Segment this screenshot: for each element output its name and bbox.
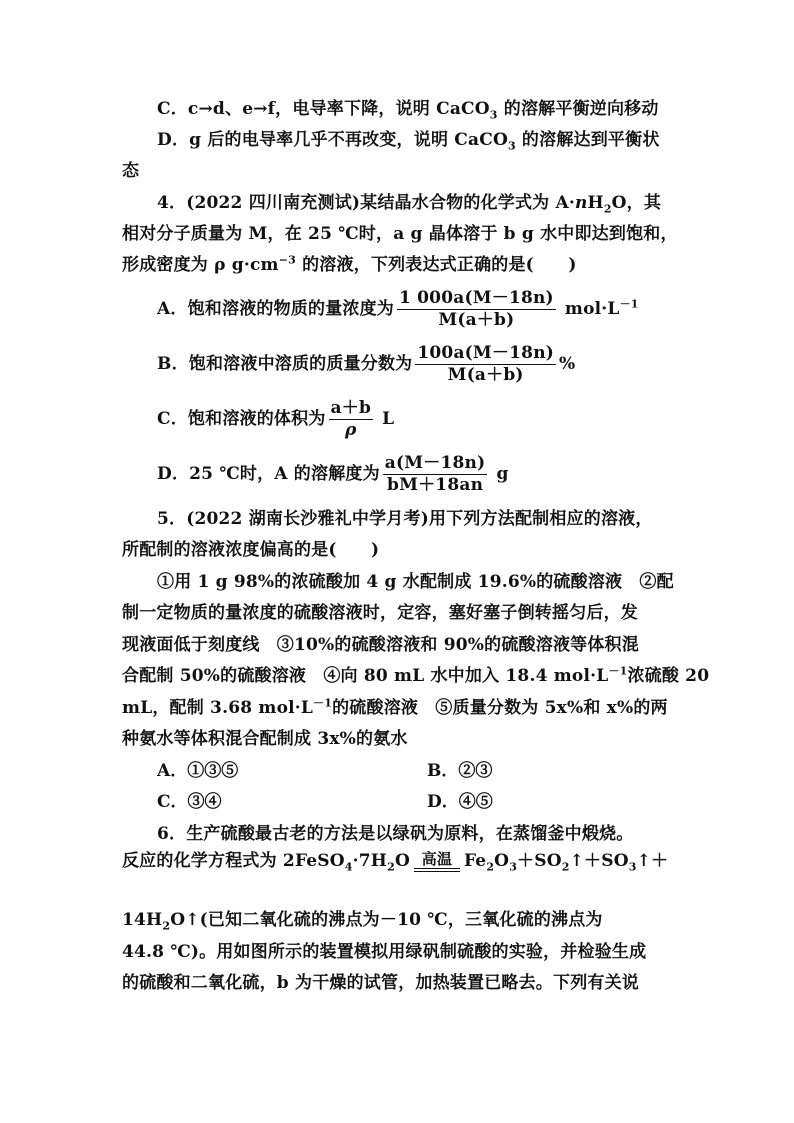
q3-option-c: C．c→d、e→f，电导率下降，说明 CaCO$_3$ 的溶解平衡逆向移动 [157,99,659,122]
q5-stem-line4: 制一定物质的量浓度的硫酸溶液时，定容，塞好塞子倒转摇匀后，发 [122,603,638,623]
q6-stem-line3: $14H_2O↑$(已知二氧化硫的沸点为－10 ℃，三氧化硫的沸点为 [122,910,603,933]
q5-option-a: A．①③⑤ [157,761,239,781]
q3-option-d: D．g 后的电导率几乎不再改变，说明 CaCO$_3$ 的溶解达到平衡状 [157,130,660,153]
q3-option-d-cont: 态 [122,161,140,181]
fraction-d: $\frac{a(M-18n)}{bM+18an}$ [384,453,486,495]
q5-stem-line3: ①用 1 g 98%的浓硫酸加 4 g 水配制成 19.6%的硫酸溶液 ②配 [157,572,674,592]
fraction-a: $\frac{1 000a(M-18n)}{M(a+b)}$ [399,288,554,330]
q4-option-a: A．饱和溶液的物质的量浓度为 $\frac{1 000a(M-18n)}{M(a+b)}$ $mol\cdot L^{-1}$ [157,288,639,330]
q4-option-c: C．饱和溶液的体积为 $\frac{a+b}{\rho}$ L [157,398,395,440]
q4-option-d: D．25 ℃时，A 的溶解度为 $\frac{a(M-18n)}{bM+18an}$ g [157,453,509,495]
q5-stem-line1: 5．(2022 湖南长沙雅礼中学月考)用下列方法配制相应的溶液， [157,509,653,529]
q5-stem-line2: 所配制的溶液浓度偏高的是( ) [122,540,380,560]
fraction-b: $\frac{100a(M-18n)}{M(a+b)}$ [417,343,554,385]
q5-option-b: B．②③ [427,761,493,781]
q6-stem-line1: 6．生产硫酸最古老的方法是以绿矾为原料，在蒸馏釜中煅烧。 [157,824,634,844]
q5-option-d: D．④⑤ [427,792,493,812]
q4-stem-line1: 4．(2022 四川南充测试)某结晶水合物的化学式为 $A\cdot nH_2O$，其 [157,193,662,216]
q5-option-c: C．③④ [157,792,222,812]
q4-option-b: B．饱和溶液中溶质的质量分数为 $\frac{100a(M-18n)}{M(a+b)}$ % [157,343,576,385]
q5-stem-line8: 种氨水等体积混合配制成 3x%的氨水 [122,729,408,749]
q6-equation-line: 反应的化学方程式为 $2FeSO_4\cdot 7H_2O$ 高温 $Fe_2O_3+SO_2↑+SO_3↑+$ [122,850,669,874]
q5-stem-line5: 现液面低于刻度线 ③10%的硫酸溶液和 90%的硫酸溶液等体积混 [122,635,639,655]
q5-stem-line6: 合配制 50%的硫酸溶液 ④向 80 mL 水中加入 18.4 $mol\cdot L^{-1}$浓硫酸 20 [122,664,710,686]
q5-stem-line7: mL，配制 3.68 $mol\cdot L^{-1}$的硫酸溶液 ⑤质量分数为 5x%和 x%的两 [122,696,668,718]
reaction-condition: 高温 [414,850,460,872]
q6-stem-line5: 的硫酸和二氧化硫，b 为干燥的试管，加热装置已略去。下列有关说 [122,973,640,993]
q4-stem-line2: 相对分子质量为 M，在 25 ℃时，a g 晶体溶于 b g 水中即达到饱和， [122,224,678,244]
q6-stem-line4: 44.8 ℃)。用如图所示的装置模拟用绿矾制硫酸的实验，并检验生成 [122,942,647,962]
q4-stem-line3: 形成密度为 ρ $g\cdot cm^{-3}$ 的溶液，下列表达式正确的是( ) [122,253,577,275]
fraction-c: $\frac{a+b}{\rho}$ [330,398,372,440]
